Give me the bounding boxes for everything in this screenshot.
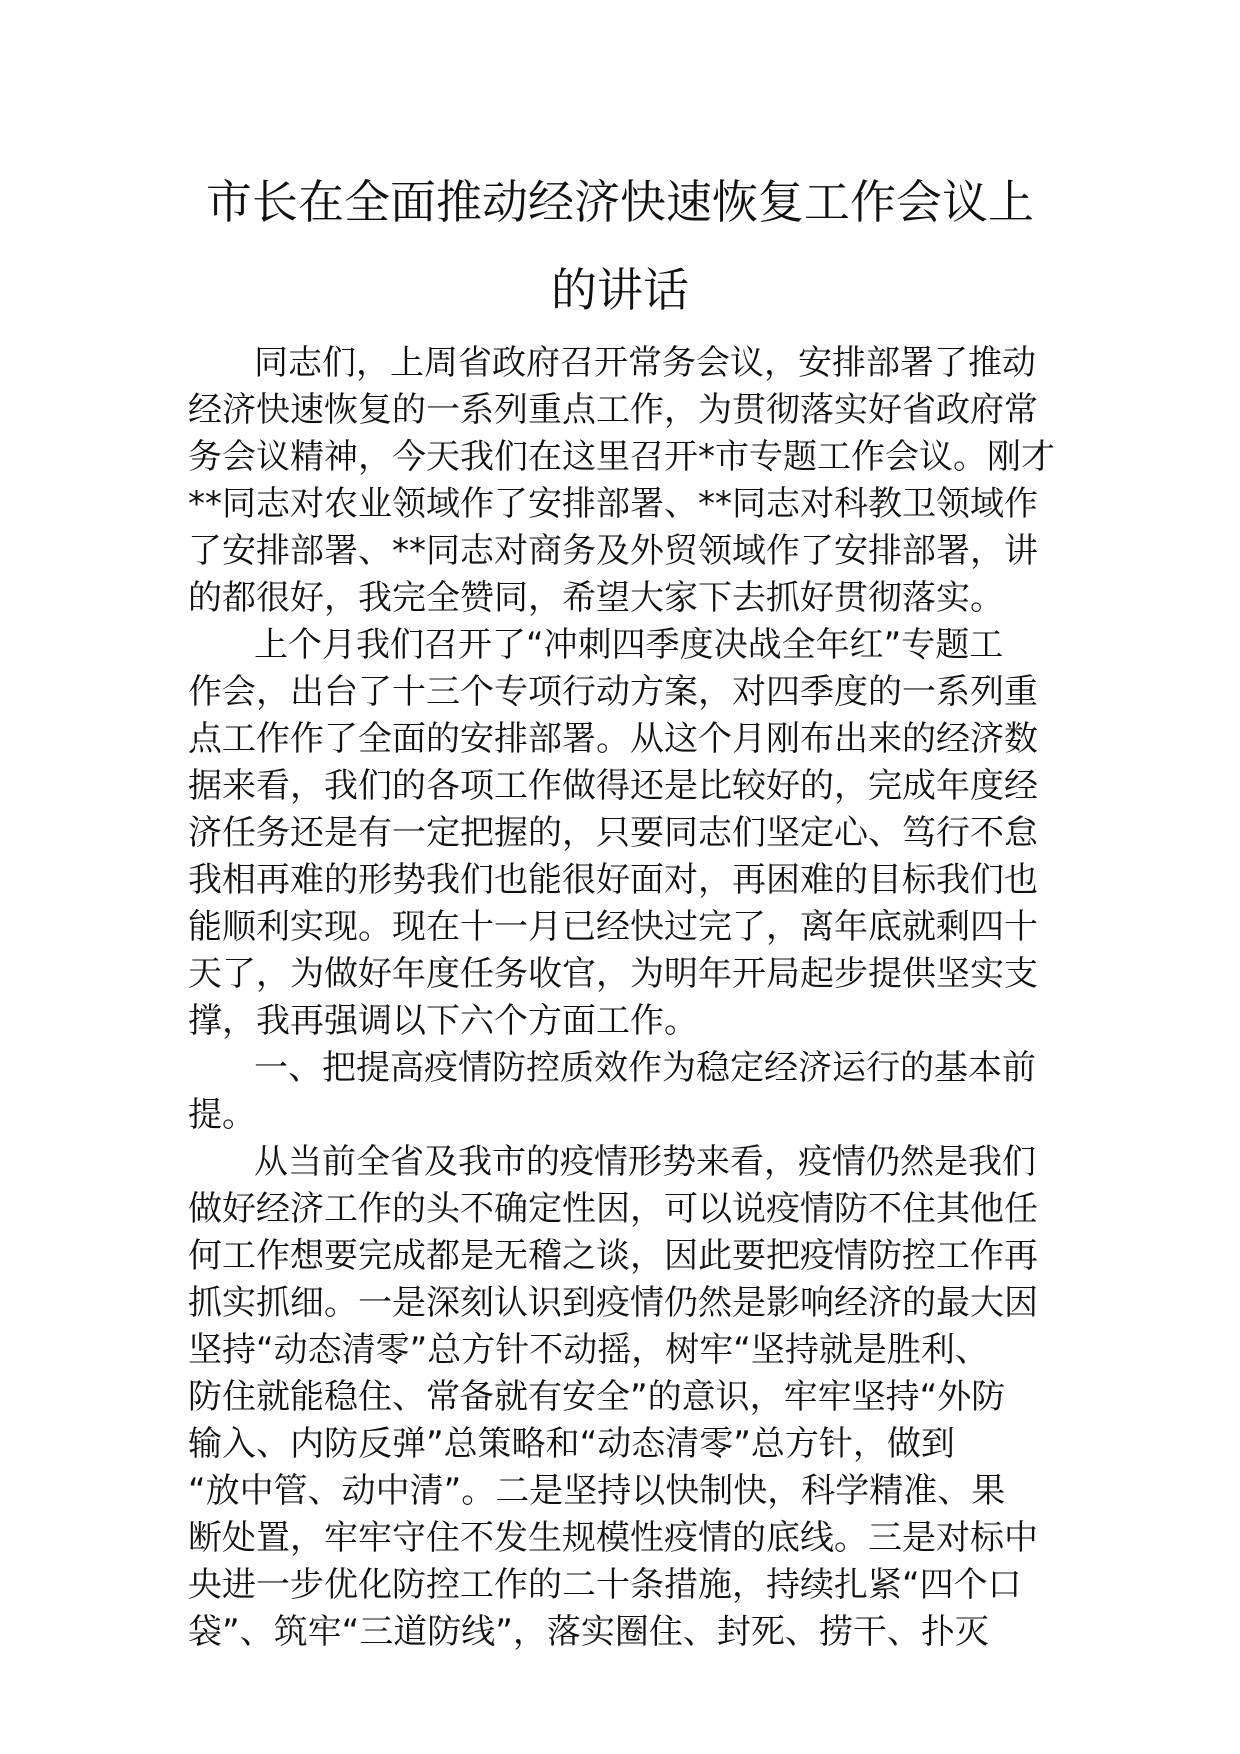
section-heading-line: 提。 bbox=[188, 1095, 256, 1135]
body-line: 天了，为做好年度任务收官，为明年开局起步提供坚实支 bbox=[188, 954, 1038, 994]
body-line: 从当前全省及我市的疫情形势来看，疫情仍然是我们 bbox=[254, 1142, 1036, 1182]
body-line: 了安排部署、**同志对商务及外贸领域作了安排部署，讲 bbox=[188, 531, 1038, 571]
body-line: 的都很好，我完全赞同，希望大家下去抓好贯彻落实。 bbox=[188, 578, 1004, 618]
document-title-line-1: 市长在全面推动经济快速恢复工作会议上 bbox=[206, 175, 1034, 229]
body-line: 能顺利实现。现在十一月已经快过完了，离年底就剩四十 bbox=[188, 907, 1038, 947]
body-line: 经济快速恢复的一系列重点工作，为贯彻落实好省政府常 bbox=[188, 390, 1038, 430]
body-line: “放中管、动中清”。二是坚持以快制快，科学精准、果 bbox=[188, 1471, 1006, 1511]
document-body bbox=[188, 340, 1055, 1656]
body-line: 撑，我再强调以下六个方面工作。 bbox=[188, 1001, 698, 1041]
body-line: 点工作作了全面的安排部署。从这个月刚布出来的经济数 bbox=[188, 719, 1038, 759]
body-line: 抓实抓细。一是深刻认识到疫情仍然是影响经济的最大因 bbox=[188, 1283, 1038, 1323]
body-line: 输入、内防反弹”总策略和“动态清零”总方针，做到 bbox=[188, 1424, 955, 1464]
body-line: 我相再难的形势我们也能很好面对，再困难的目标我们也 bbox=[188, 860, 1038, 900]
body-line: 防住就能稳住、常备就有安全”的意识，牢牢坚持“外防 bbox=[188, 1377, 1006, 1417]
body-line: 何工作想要完成都是无稽之谈，因此要把疫情防控工作再 bbox=[188, 1236, 1038, 1276]
body-line: 央进一步优化防控工作的二十条措施，持续扎紧“四个口 bbox=[188, 1565, 1022, 1605]
body-line: 济任务还是有一定把握的，只要同志们坚定心、笃行不怠 bbox=[188, 813, 1038, 853]
body-line: 务会议精神，今天我们在这里召开*市专题工作会议。刚才 bbox=[188, 437, 1055, 477]
body-line: 做好经济工作的头不确定性因，可以说疫情防不住其他任 bbox=[188, 1189, 1038, 1229]
body-line: 据来看，我们的各项工作做得还是比较好的，完成年度经 bbox=[188, 766, 1038, 806]
body-line: 坚持“动态清零”总方针不动摇，树牢“坚持就是胜利、 bbox=[188, 1330, 989, 1370]
body-line: 同志们，上周省政府召开常务会议，安排部署了推动 bbox=[254, 343, 1036, 383]
body-line: 上个月我们召开了“冲刺四季度决战全年红”专题工 bbox=[254, 625, 1004, 665]
body-line: 断处置，牢牢守住不发生规模性疫情的底线。三是对标中 bbox=[188, 1518, 1038, 1558]
section-heading-line: 一、把提高疫情防控质效作为稳定经济运行的基本前 bbox=[254, 1048, 1036, 1088]
document-title-line-2: 的讲话 bbox=[551, 263, 689, 317]
body-line: 袋”、筑牢“三道防线”，落实圈住、封死、捞干、扑灭 bbox=[188, 1612, 989, 1652]
body-line: 作会，出台了十三个专项行动方案，对四季度的一系列重 bbox=[188, 672, 1038, 712]
body-line: **同志对农业领域作了安排部署、**同志对科教卫领域作 bbox=[188, 484, 1038, 524]
